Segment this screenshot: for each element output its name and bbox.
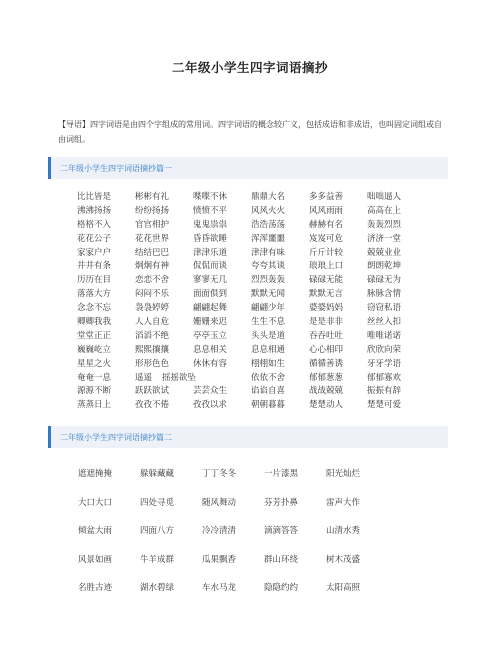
- word-item: 跃跃欲试: [135, 386, 170, 397]
- word-item: 振振有辞: [367, 386, 402, 397]
- word-item: 轰轰烈烈: [367, 219, 402, 230]
- word-item: 烈烈轰轰: [251, 275, 286, 286]
- word-item: 风风雨雨: [309, 205, 344, 216]
- word-item: 湖水碧绿: [140, 583, 175, 593]
- word-item: 丝丝入扣: [367, 317, 402, 328]
- word-item: 谄谄自喜: [251, 386, 286, 397]
- word-item: 喋喋不休: [193, 192, 228, 202]
- word-item: 落落大方: [77, 289, 112, 300]
- word-item: 阳光灿烂: [326, 469, 361, 479]
- word-pair: [135, 372, 251, 386]
- word-item: 默默无闻: [251, 289, 286, 300]
- word-item: 楚楚动人: [309, 400, 344, 411]
- word-item: 津津乐道: [193, 247, 228, 258]
- word-item: 滔滔不绝: [135, 330, 170, 341]
- word-item: 巍巍屹立: [77, 344, 112, 355]
- word-item: 姗姗来迟: [193, 317, 228, 328]
- word-item: 官官相护: [135, 219, 170, 230]
- word-item: 丁丁冬冬: [202, 469, 237, 479]
- word-item: 楚楚可爱: [367, 400, 402, 411]
- word-item: 默默无言: [309, 289, 344, 300]
- word-item: 人人自危: [135, 317, 170, 328]
- word-item: 岌岌可危: [309, 233, 344, 244]
- word-item: 井井有条: [77, 261, 112, 272]
- word-item: 冷冷清清: [202, 526, 237, 536]
- word-item: 太阳高照: [326, 583, 361, 593]
- word-item: 琅琅上口: [309, 261, 344, 272]
- word-item: 依依不舍: [251, 372, 286, 383]
- word-item: 堂堂正正: [77, 330, 112, 341]
- word-item: 家家户户: [77, 247, 112, 258]
- word-item: 欣欣向荣: [367, 344, 402, 355]
- word-item: 侃侃而谈: [193, 261, 228, 272]
- word-item: 多多益善: [309, 192, 344, 202]
- word-item: 芸芸众生: [193, 386, 228, 397]
- word-item: 名胜古迹: [78, 583, 113, 593]
- word-item: 孜孜不倦: [135, 400, 170, 411]
- word-item: 躲躲藏藏: [140, 469, 175, 479]
- word-item: 一片漆黑: [264, 469, 299, 479]
- section-header-1: [48, 157, 448, 179]
- word-item: 遥遥: [135, 372, 153, 383]
- word-item: 亭亭玉立: [193, 330, 228, 341]
- word-item: 倾盆大雨: [78, 526, 113, 536]
- word-item: 寥寥无几: [193, 275, 228, 286]
- word-item: 格格不入: [77, 219, 112, 230]
- word-item: 牙牙学语: [367, 358, 402, 369]
- word-item: 山清水秀: [326, 526, 361, 536]
- word-item: 津津有味: [251, 247, 286, 258]
- word-item: 昏昏欲睡: [193, 233, 228, 244]
- word-item: 沸沸扬扬: [77, 205, 112, 216]
- word-item: 历历在目: [77, 275, 112, 286]
- word-item: 树木茂盛: [326, 554, 361, 565]
- word-item: 栩栩如生: [251, 358, 286, 369]
- word-item: 休休有容: [193, 358, 228, 369]
- word-item: 面面俱到: [193, 289, 228, 300]
- word-item: 浩浩荡荡: [251, 219, 286, 230]
- word-item: 生生不息: [251, 317, 286, 328]
- word-item: 心心相印: [309, 344, 344, 355]
- word-item: 孜孜以求: [193, 400, 228, 411]
- word-item: 大口大口: [78, 497, 113, 508]
- word-item: 翩翩起舞: [193, 303, 228, 314]
- word-item: 朗朗乾坤: [367, 261, 402, 272]
- word-item: 吞吞吐吐: [309, 330, 344, 341]
- word-item: 郁郁葱葱: [309, 372, 344, 383]
- section-header-2-label: 二年级小学生四字词语摘抄篇二: [60, 433, 172, 442]
- word-item: 鬼鬼祟祟: [193, 219, 228, 230]
- word-item: 风景如画: [78, 554, 113, 565]
- word-item: 车水马龙: [202, 583, 237, 593]
- word-item: 是是非非: [309, 317, 344, 328]
- word-item: 袅袅婷婷: [135, 303, 170, 314]
- word-item: 熙熙攘攘: [135, 344, 170, 355]
- word-item: 鼎鼎大名: [251, 192, 286, 202]
- word-item: 炯炯有神: [135, 261, 170, 272]
- word-item: 碌碌无能: [309, 275, 344, 286]
- word-item: 芬芳扑鼻: [264, 497, 299, 508]
- word-item: 头头是道: [251, 330, 286, 341]
- word-item: 卿卿我我: [77, 317, 112, 328]
- word-item: 朝朝暮暮: [251, 400, 286, 411]
- word-item: 济济一堂: [367, 233, 402, 244]
- word-item: 四处寻觅: [140, 497, 175, 508]
- word-item: 形形色色: [135, 358, 170, 369]
- word-item: 奄奄一息: [77, 372, 112, 383]
- word-item: 摇摇欲坠: [162, 372, 197, 383]
- word-item: 雷声大作: [326, 497, 361, 508]
- word-item: 四面八方: [140, 526, 175, 536]
- word-item: 斤斤计较: [309, 247, 344, 258]
- word-item: 蒸蒸日上: [77, 400, 112, 411]
- word-item: 高高在上: [367, 205, 402, 216]
- word-item: 咄咄逼人: [367, 192, 402, 202]
- word-item: 窃窃私语: [367, 303, 402, 314]
- word-item: 婆婆妈妈: [309, 303, 344, 314]
- page-title: 二年级小学生四字词语摘抄: [171, 60, 328, 75]
- word-item: 息息相通: [251, 344, 286, 355]
- word-item: 结结巴巴: [135, 247, 170, 258]
- word-item: 纷纷扬扬: [135, 205, 170, 216]
- word-item: 兢兢业业: [367, 247, 402, 258]
- word-item: 滴滴答答: [264, 526, 299, 536]
- word-item: 唯唯诺诺: [367, 330, 402, 341]
- word-item: 息息相关: [193, 344, 228, 355]
- word-item: 郁郁寡欢: [367, 372, 402, 383]
- word-item: 战战兢兢: [309, 386, 344, 397]
- word-item: 星星之火: [77, 358, 112, 369]
- word-item: 瓜果飘香: [202, 554, 237, 565]
- section-header-2: [48, 426, 448, 448]
- word-item: 夸夸其谈: [251, 261, 286, 272]
- word-item: 赫赫有名: [309, 219, 344, 230]
- word-item: 比比皆是: [77, 192, 112, 202]
- word-item: 恋恋不舍: [135, 275, 170, 286]
- intro-paragraph: 【导语】四字词语是由四个字组成的常用词。四字词语的概念较广义，包括成语和非成语，也叫固定词组或自由词组。: [58, 120, 442, 144]
- word-item: 源源不断: [77, 386, 112, 397]
- word-item: 隐隐约约: [264, 583, 299, 593]
- word-item: 花花世界: [135, 233, 170, 244]
- word-item: 遮遮掩掩: [78, 469, 113, 479]
- word-grid-1: [77, 191, 425, 413]
- word-item: 翩翩少年: [251, 303, 286, 314]
- word-grid-2: [78, 460, 388, 603]
- word-item: 群山环绕: [264, 554, 299, 565]
- word-item: 花花公子: [77, 233, 112, 244]
- word-item: 碌碌无为: [367, 275, 402, 286]
- word-item: 随风舞动: [202, 497, 237, 508]
- word-item: 风风火火: [251, 205, 286, 216]
- word-item: 牛羊成群: [140, 554, 175, 565]
- section-header-1-label: 二年级小学生四字词语摘抄篇一: [60, 164, 172, 173]
- word-item: 循循善诱: [309, 358, 344, 369]
- word-item: 念念不忘: [77, 303, 112, 314]
- word-item: 愤愤不平: [193, 205, 228, 216]
- word-item: 闷闷不乐: [135, 289, 170, 300]
- word-item: 彬彬有礼: [135, 192, 170, 202]
- word-item: 浑浑噩噩: [251, 233, 286, 244]
- word-item: 脉脉含情: [367, 289, 402, 300]
